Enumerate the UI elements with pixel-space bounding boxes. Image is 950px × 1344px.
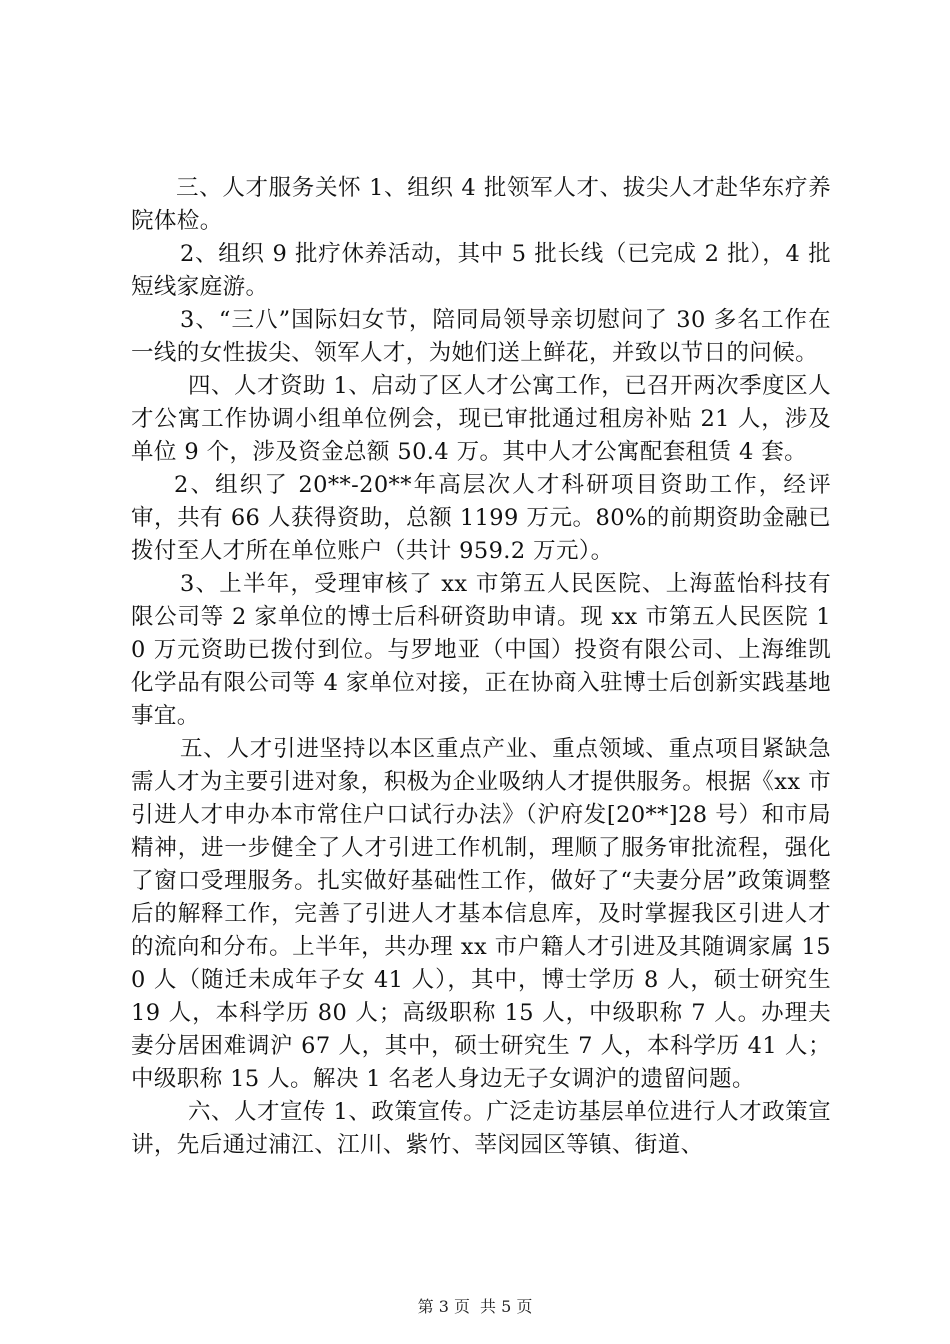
paragraph-talent-funding: 四、人才资助 1、启动了区人才公寓工作，已召开两次季度区人才公寓工作协调小组单位例会，现已审批通过租房补贴 21 人，涉及单位 9 个，涉及资金总额 50.4 万。其中人才公寓配套租赁 4 套。 bbox=[131, 373, 831, 465]
paragraph-talent-service-care: 三、人才服务关怀 1、组织 4 批领军人才、拔尖人才赴华东疗养院体检。 bbox=[131, 175, 831, 234]
page-footer bbox=[0, 1297, 950, 1317]
paragraph-talent-introduction: 五、人才引进坚持以本区重点产业、重点领域、重点项目紧缺急需人才为主要引进对象，积极为企业吸纳人才提供服务。根据《xx 市引进人才申办本市常住户口试行办法》（沪府发[20**]28 号）和市局精神，进一步健全了人才引进工作机制，理顺了服务审批流程，强化了窗口受理服务。扎实做好基础性工作，做好了“夫妻分居”政策调整后的解释工作，完善了引进人才基本信息库，及时掌握我区引进人才的流向和分布。上半年，共办理 xx 市户籍人才引进及其随调家属 150 人（随迁未成年子女 41 人），其中，博士学历 8 人，硕士研究生 19 人，本科学历 80 人；高级职称 15 人，中级职称 7 人。办理夫妻分居困难调沪 67 人，其中，硕士研究生 7 人，本科学历 41 人；中级职称 15 人。解决 1 名老人身边无子女调沪的遗留问题。 bbox=[131, 736, 831, 1092]
page-total: 共 5 页 bbox=[480, 1297, 533, 1316]
paragraph-recuperation-activities: 2、组织 9 批疗休养活动，其中 5 批长线（已完成 2 批），4 批短线家庭游。 bbox=[131, 241, 831, 300]
paragraph-talent-publicity: 六、人才宣传 1、政策宣传。广泛走访基层单位进行人才政策宣讲，先后通过浦江、江川、紫竹、莘闵园区等镇、街道、 bbox=[131, 1099, 831, 1158]
paragraph-postdoc-funding: 3、上半年，受理审核了 xx 市第五人民医院、上海蓝怡科技有限公司等 2 家单位的博士后科研资助申请。现 xx 市第五人民医院 10 万元资助已拨付到位。与罗地亚（中国）投资有限公司、上海维凯化学品有限公司等 4 家单位对接，正在协商入驻博士后创新实践基地事宜。 bbox=[131, 571, 831, 729]
paragraph-womens-day: 3、“三八”国际妇女节，陪同局领导亲切慰问了 30 多名工作在一线的女性拔尖、领军人才，为她们送上鲜花，并致以节日的问候。 bbox=[131, 307, 831, 366]
page-number: 第 3 页 bbox=[417, 1297, 470, 1316]
document-body bbox=[131, 172, 831, 1162]
paragraph-research-funding: 2、组织了 20**-20**年高层次人才科研项目资助工作，经评审，共有 66 人获得资助，总额 1199 万元。80%的前期资助金融已拨付至人才所在单位账户（共计 959.2 万元）。 bbox=[131, 472, 831, 564]
